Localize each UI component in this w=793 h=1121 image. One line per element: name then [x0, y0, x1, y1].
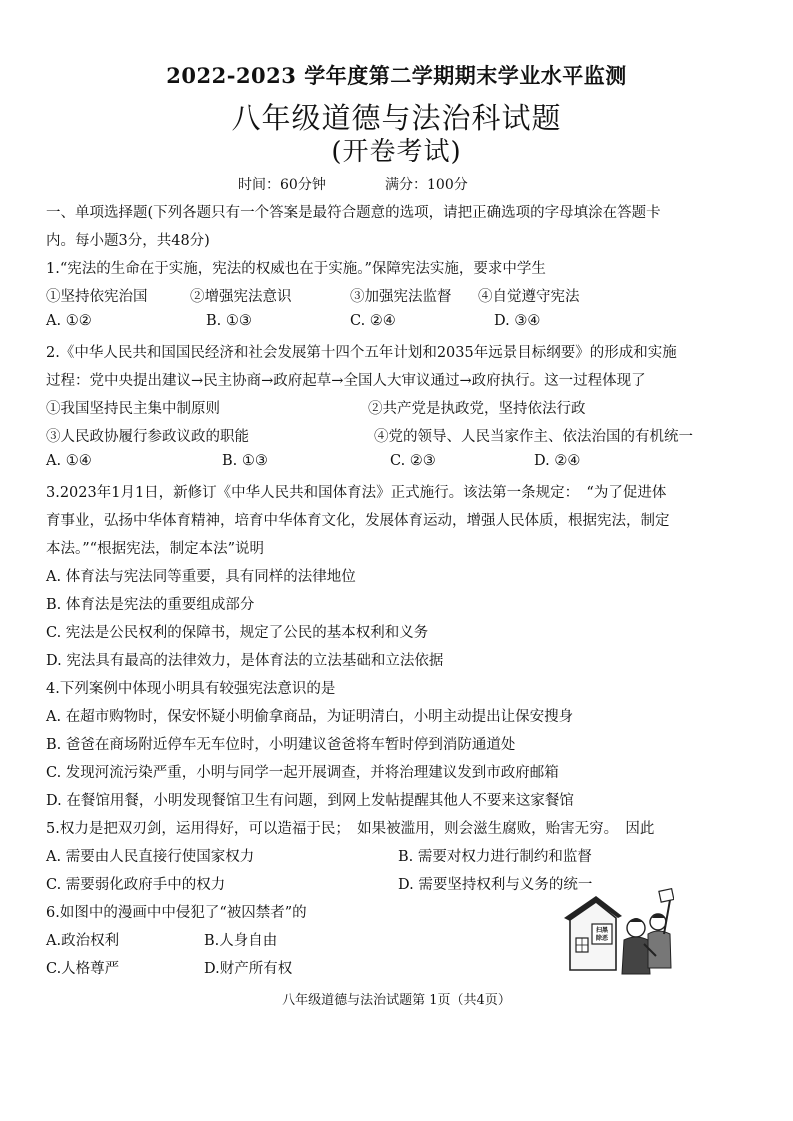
- exam-subtitle: (开卷考试): [331, 137, 462, 167]
- section-intro-line2: 内。每小题3分，共48分): [46, 233, 210, 249]
- q2-item-2: ②共产党是执政党，坚持依法行政: [368, 401, 586, 417]
- q1-item-3: ③加强宪法监督: [350, 289, 452, 305]
- q2-option-c: C. ②③: [390, 453, 436, 469]
- q6-option-b: B.人身自由: [204, 933, 278, 949]
- q3-option-c: C. 宪法是公民权利的保障书，规定了公民的基本权利和义务: [46, 625, 429, 641]
- q1-item-1: ①坚持依宪治国: [46, 289, 148, 305]
- exam-score: 满分：100分: [385, 177, 468, 193]
- q4-option-b: B. 爸爸在商场附近停车无车位时，小明建议爸爸将车暂时停到消防通道处: [46, 737, 516, 753]
- q5-option-d: D. 需要坚持权利与义务的统一: [398, 877, 593, 893]
- q3-option-d: D. 宪法具有最高的法律效力，是体育法的立法基础和立法依据: [46, 653, 444, 669]
- q4-stem: 4.下列案例中体现小明具有较强宪法意识的是: [46, 681, 336, 697]
- q2-stem-line2: 过程：党中央提出建议→民主协商→政府起草→全国人大审议通过→政府执行。这一过程体现了: [46, 373, 646, 389]
- q3-stem-line1: 3.2023年1月1日，新修订《中华人民共和国体育法》正式施行。该法第一条规定： “为了促进体: [46, 485, 667, 501]
- q6-option-d: D.财产所有权: [204, 961, 293, 977]
- exam-title: 八年级道德与法治科试题: [231, 101, 562, 135]
- q4-option-c: C. 发现河流污染严重，小明与同学一起开展调查，并将治理建议发到市政府邮箱: [46, 765, 559, 781]
- cartoon-illustration: [556, 888, 674, 984]
- svg-text:除恶: 除恶: [595, 935, 609, 942]
- q3-stem-line2: 育事业，弘扬中华体育精神，培育中华体育文化，发展体育运动，增强人民体质，根据宪法，制定: [46, 513, 670, 529]
- q2-option-b: B. ①③: [222, 453, 268, 469]
- q2-stem-line1: 2.《中华人民共和国国民经济和社会发展第十四个五年计划和2035年远景目标纲要》的形成和实施: [46, 345, 677, 361]
- q6-option-c: C.人格尊严: [46, 961, 120, 977]
- q1-stem: 1.“宪法的生命在于实施，宪法的权威也在于实施。”保障宪法实施，要求中学生: [46, 261, 546, 277]
- q5-option-c: C. 需要弱化政府手中的权力: [46, 877, 226, 893]
- q4-option-a: A. 在超市购物时，保安怀疑小明偷拿商品，为证明清白，小明主动提出让保安搜身: [46, 709, 574, 725]
- q3-option-a: A. 体育法与宪法同等重要，具有同样的法律地位: [46, 569, 356, 585]
- q6-option-a: A.政治权利: [46, 933, 120, 949]
- q1-option-c: C. ②④: [350, 313, 396, 329]
- exam-header-line1: 2022-2023 学年度第二学期期末学业水平监测: [166, 63, 627, 88]
- q1-item-4: ④自觉遵守宪法: [478, 289, 580, 305]
- q3-stem-line3: 本法。”“根据宪法，制定本法”说明: [46, 541, 264, 557]
- page-footer: 八年级道德与法治试题第 1页（共4页）: [282, 993, 511, 1008]
- q4-option-d: D. 在餐馆用餐，小明发现餐馆卫生有问题，到网上发帖提醒其他人不要来这家餐馆: [46, 793, 574, 809]
- q2-item-1: ①我国坚持民主集中制原则: [46, 401, 220, 417]
- q2-item-3: ③人民政协履行参政议政的职能: [46, 429, 249, 445]
- q1-option-d: D. ③④: [494, 313, 541, 329]
- q3-option-b: B. 体育法是宪法的重要组成部分: [46, 597, 255, 613]
- q1-option-b: B. ①③: [206, 313, 252, 329]
- q1-item-2: ②增强宪法意识: [190, 289, 292, 305]
- q2-option-d: D. ②④: [534, 453, 581, 469]
- q5-stem: 5.权力是把双刃剑，运用得好，可以造福于民； 如果被滥用，则会滋生腐败，贻害无穷。 因此: [46, 821, 655, 837]
- cartoon-sign-text: 扫黑: [595, 927, 609, 934]
- exam-time: 时间：60分钟: [238, 177, 326, 193]
- q1-option-a: A. ①②: [46, 313, 92, 329]
- q2-option-a: A. ①④: [46, 453, 92, 469]
- q2-item-4: ④党的领导、人民当家作主、依法治国的有机统一: [374, 429, 693, 445]
- q5-option-a: A. 需要由人民直接行使国家权力: [46, 849, 255, 865]
- q5-option-b: B. 需要对权力进行制约和监督: [398, 849, 592, 865]
- section-intro-line1: 一、单项选择题(下列各题只有一个答案是最符合题意的选项，请把正确选项的字母填涂在答题卡: [46, 205, 661, 221]
- q6-stem: 6.如图中的漫画中中侵犯了“被囚禁者”的: [46, 905, 307, 921]
